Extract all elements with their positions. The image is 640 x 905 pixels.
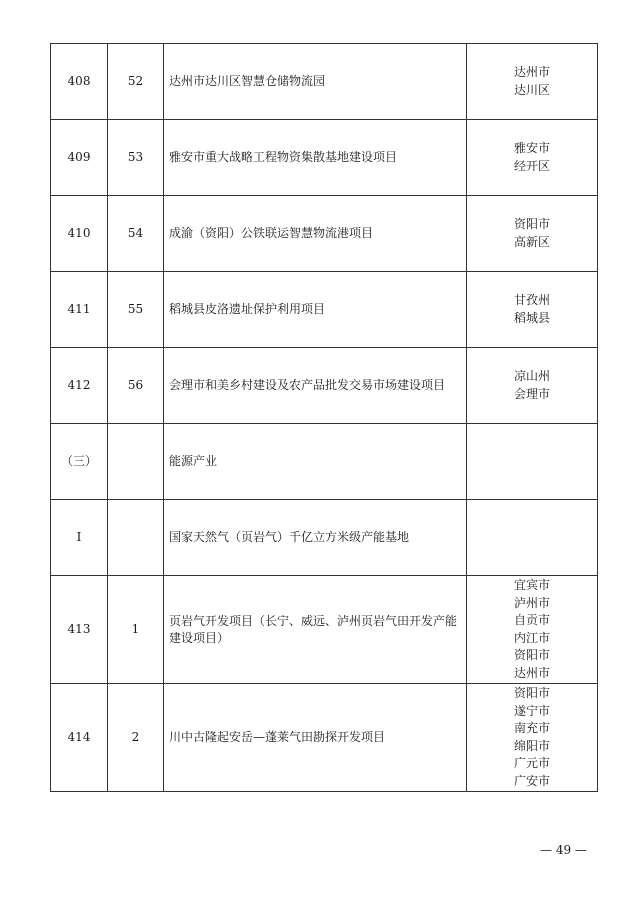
location-cell [467, 684, 598, 792]
location-line: 达州市 [513, 65, 550, 79]
sub-seq-cell [108, 500, 164, 576]
location-cell [467, 120, 598, 196]
seq-cell: 412 [51, 348, 108, 424]
seq-cell: 408 [51, 44, 108, 120]
sub-seq-cell: 52 [108, 44, 164, 120]
project-name-cell: 雅安市重大战略工程物资集散基地建设项目 [164, 120, 467, 196]
seq-cell: 414 [51, 684, 108, 792]
location-line: 雅安市 [513, 141, 550, 155]
table-row [51, 348, 598, 424]
seq-cell: 411 [51, 272, 108, 348]
location-line: 资阳市 [513, 217, 550, 231]
location-line: 南充市 [513, 721, 550, 735]
location-line: 凉山州 [513, 369, 550, 383]
project-name-cell: 会理市和美乡村建设及农产品批发交易市场建设项目 [164, 348, 467, 424]
location-cell [467, 44, 598, 120]
table-row [51, 684, 598, 792]
table-row [51, 44, 598, 120]
project-name-cell: 稻城县皮洛遗址保护利用项目 [164, 272, 467, 348]
project-name-cell: 页岩气开发项目（长宁、威远、泸州页岩气田开发产能建设项目） [164, 576, 467, 684]
page-number: — 49 — [540, 843, 587, 857]
location-cell [467, 272, 598, 348]
seq-cell: 409 [51, 120, 108, 196]
seq-cell: （三） [51, 424, 108, 500]
sub-seq-cell: 1 [108, 576, 164, 684]
location-cell [467, 500, 598, 576]
location-line: 宜宾市 [513, 578, 550, 592]
location-line: 广元市 [513, 756, 550, 770]
location-line: 经开区 [513, 158, 550, 173]
table-row [51, 272, 598, 348]
sub-seq-cell: 55 [108, 272, 164, 348]
subsection-title-cell: 国家天然气（页岩气）千亿立方米级产能基地 [164, 500, 467, 576]
location-line: 泸州市 [513, 595, 550, 610]
location-line: 资阳市 [513, 648, 550, 662]
sub-seq-cell: 56 [108, 348, 164, 424]
location-cell [467, 576, 598, 684]
seq-cell: Ⅰ [51, 500, 108, 576]
location-line: 甘孜州 [513, 293, 550, 307]
table-row [51, 576, 598, 684]
project-table [50, 43, 598, 792]
project-name-cell: 成渝（资阳）公铁联运智慧物流港项目 [164, 196, 467, 272]
location-line: 广安市 [513, 773, 550, 788]
subsection-header-row [51, 500, 598, 576]
project-name-cell: 川中古隆起安岳—蓬莱气田勘探开发项目 [164, 684, 467, 792]
section-title-cell: 能源产业 [164, 424, 467, 500]
table-row [51, 196, 598, 272]
location-cell [467, 196, 598, 272]
location-cell [467, 424, 598, 500]
seq-cell: 413 [51, 576, 108, 684]
sub-seq-cell: 2 [108, 684, 164, 792]
location-line: 资阳市 [513, 686, 550, 700]
location-cell [467, 348, 598, 424]
location-line: 绵阳市 [513, 738, 550, 753]
table-row [51, 120, 598, 196]
location-line: 自贡市 [513, 613, 550, 627]
location-line: 高新区 [513, 234, 550, 249]
sub-seq-cell: 54 [108, 196, 164, 272]
location-line: 内江市 [513, 630, 550, 645]
location-line: 会理市 [513, 386, 550, 401]
location-line: 达州市 [513, 665, 550, 680]
sub-seq-cell [108, 424, 164, 500]
sub-seq-cell: 53 [108, 120, 164, 196]
section-header-row [51, 424, 598, 500]
location-line: 达川区 [513, 82, 550, 97]
location-line: 遂宁市 [513, 703, 550, 718]
location-line: 稻城县 [513, 310, 550, 325]
project-name-cell: 达州市达川区智慧仓储物流园 [164, 44, 467, 120]
seq-cell: 410 [51, 196, 108, 272]
